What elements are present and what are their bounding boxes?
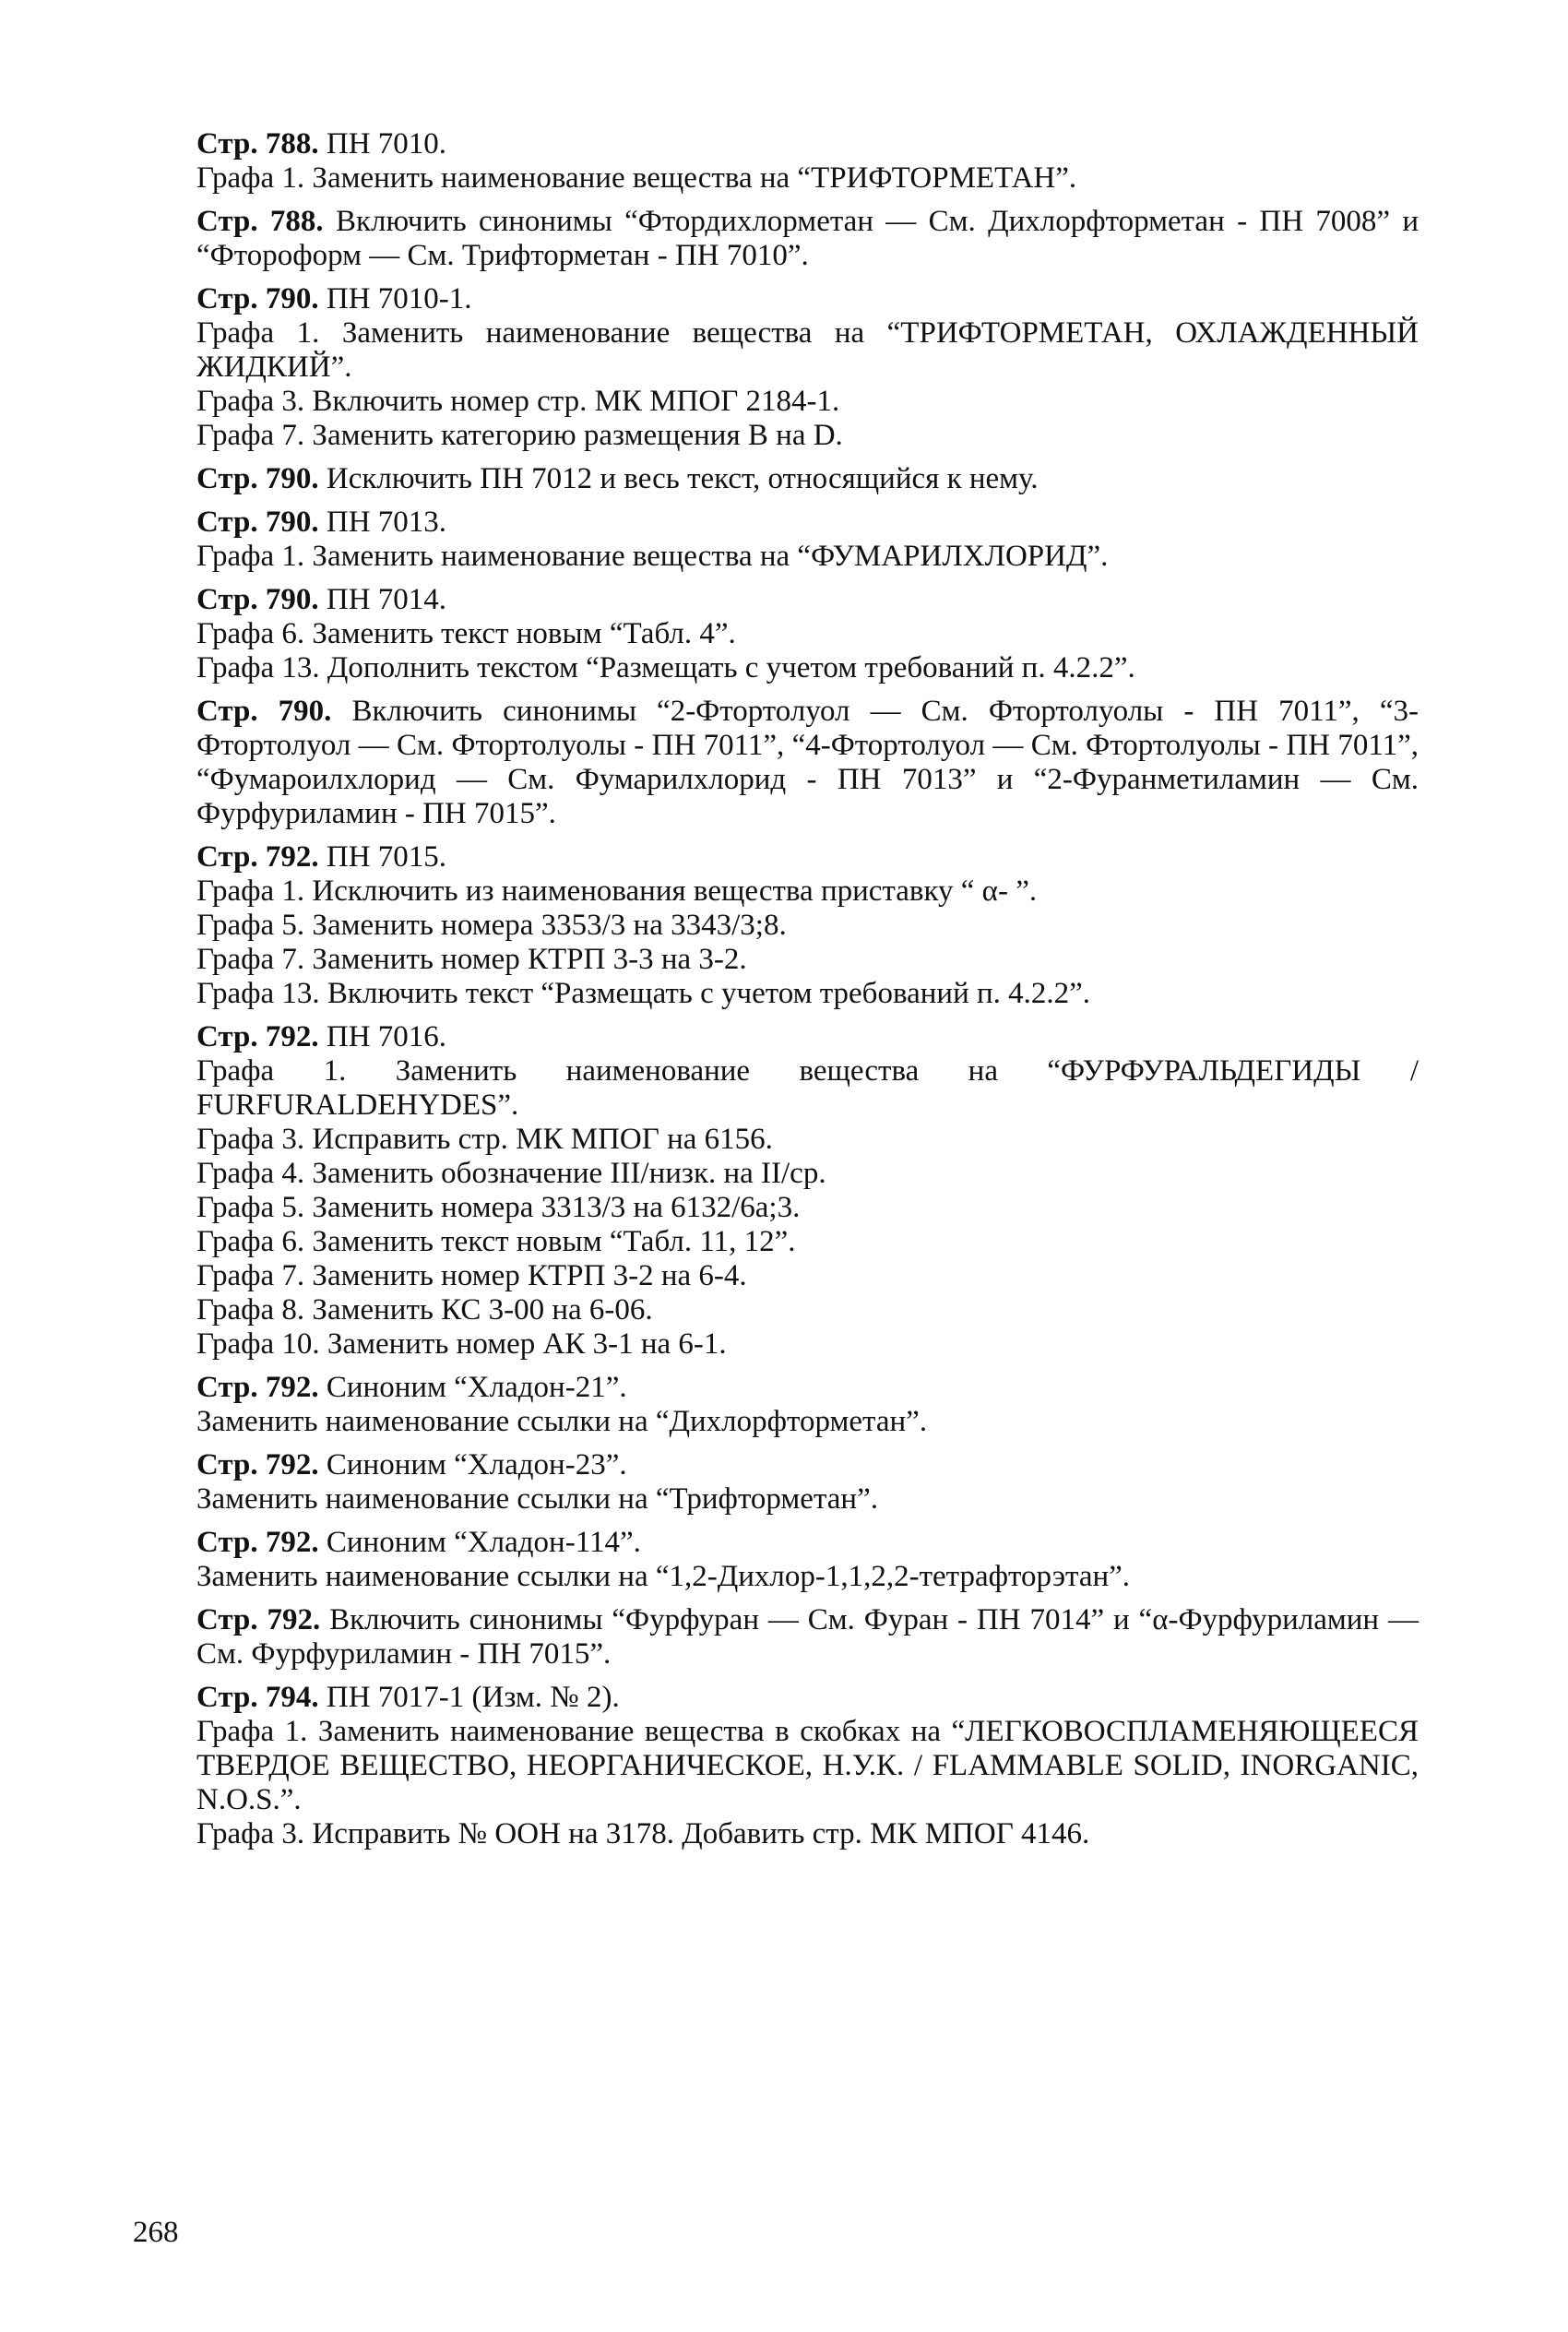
page-reference: Стр. 790.: [196, 695, 332, 728]
entry-heading: [196, 462, 1419, 496]
amendment-line: Графа 1. Исключить из наименования вещества приставку “ α- ”.: [196, 874, 1038, 908]
entry-heading-text: ПН 7017-1 (Изм. № 2).: [318, 1681, 620, 1714]
page-reference: Стр. 790.: [196, 462, 319, 495]
amendment-entry: [196, 1371, 1419, 1439]
amendment-line: Графа 1. Заменить наименование вещества на “ФУРФУРАЛЬДЕГИДЫ / FURFURALDEHYDES”.: [196, 1054, 1419, 1122]
entry-heading-text: ПН 7010.: [318, 127, 447, 161]
amendment-entry: [196, 1681, 1419, 1851]
entry-heading-text: Включить синонимы “2-Фтортолуол — См. Фтортолуолы - ПН 7011”, “3-Фтортолуол — См. Фтортолуолы - ПН 7011”, “4-Фтортолуол — См. Фтортолуолы - ПН 7011”, “Фумароилхлорид — См. Фумарилхлорид - ПН 7013” и “2-Фуранметиламин — См. Фурфуриламин - ПН 7015”.: [196, 695, 1419, 830]
amendment-line: Графа 1. Заменить наименование вещества в скобках на “ЛЕГКОВОСПЛАМЕНЯЮЩЕЕСЯ ТВЕРДОЕ ВЕЩЕСТВО, НЕОРГАНИЧЕСКОЕ, Н.У.К. / FLAMMABLE SOLID, INORGANIC, N.O.S.”.: [196, 1715, 1419, 1816]
amendment-line: Графа 6. Заменить текст новым “Табл. 11, 12”.: [196, 1225, 796, 1258]
entry-heading: [196, 1371, 1419, 1405]
entry-heading-text: ПН 7014.: [318, 583, 447, 616]
amendment-line: Графа 3. Исправить № ООН на 3178. Добавить стр. МК МПОГ 4146.: [196, 1817, 1090, 1850]
page-reference: Стр. 792.: [196, 1603, 321, 1636]
amendment-entry: [196, 840, 1419, 1011]
page-reference: Стр. 792.: [196, 1448, 319, 1481]
entry-heading-text: Исключить ПН 7012 и весь текст, относящийся к нему.: [318, 462, 1039, 495]
amendment-entry: [196, 282, 1419, 453]
amendment-line: Графа 10. Заменить номер АК 3-1 на 6-1.: [196, 1327, 727, 1361]
entry-heading-text: ПН 7010-1.: [318, 282, 472, 315]
amendment-line: Графа 8. Заменить КС 3-00 на 6-06.: [196, 1293, 653, 1327]
entry-heading-text: Включить синонимы “Фурфуран — См. Фуран - ПН 7014” и “α-Фурфуриламин — См. Фурфуриламин - ПН 7015”.: [196, 1603, 1419, 1671]
amendment-entry: [196, 127, 1419, 196]
page-reference: Стр. 790.: [196, 506, 319, 539]
page-reference: Стр. 788.: [196, 127, 319, 161]
entry-heading: [196, 1603, 1419, 1672]
amendment-entry: [196, 1448, 1419, 1517]
amendment-line: Графа 4. Заменить обозначение III/низк. на II/ср.: [196, 1157, 826, 1190]
amendment-line: Заменить наименование ссылки на “Трифторметан”.: [196, 1482, 878, 1516]
page-reference: Стр. 790.: [196, 282, 319, 315]
amendment-entry: [196, 506, 1419, 574]
amendment-entry: [196, 462, 1419, 496]
entry-heading: [196, 282, 1419, 316]
page-reference: Стр. 792.: [196, 1020, 319, 1053]
amendment-line: Графа 1. Заменить наименование вещества на “ТРИФТОРМЕТАН”.: [196, 161, 1077, 195]
entry-heading-text: Синоним “Хладон-21”.: [318, 1371, 627, 1404]
amendment-line: Графа 13. Включить текст “Размещать с учетом требований п. 4.2.2”.: [196, 977, 1091, 1010]
entry-heading: [196, 506, 1419, 540]
document-body: [196, 127, 1419, 1861]
entry-heading: [196, 1020, 1419, 1054]
amendment-line: Графа 5. Заменить номера 3313/3 на 6132/6а;3.: [196, 1191, 801, 1224]
amendment-line: Графа 1. Заменить наименование вещества на “ТРИФТОРМЕТАН, ОХЛАЖДЕННЫЙ ЖИДКИЙ”.: [196, 316, 1419, 384]
page-reference: Стр. 792.: [196, 1526, 319, 1559]
amendment-line: Графа 7. Заменить номер КТРП 3-2 на 6-4.: [196, 1259, 747, 1292]
entry-heading-text: ПН 7015.: [318, 840, 447, 874]
page-reference: Стр. 792.: [196, 840, 319, 874]
amendment-line: Графа 13. Дополнить текстом “Размещать с учетом требований п. 4.2.2”.: [196, 651, 1135, 684]
entry-heading: [196, 1526, 1419, 1560]
entry-heading: [196, 840, 1419, 874]
amendment-entry: [196, 205, 1419, 273]
entry-heading-text: ПН 7013.: [318, 506, 447, 539]
amendment-line: Графа 7. Заменить номер КТРП 3-3 на 3-2.: [196, 943, 747, 976]
page-reference: Стр. 788.: [196, 205, 324, 238]
page-reference: Стр. 792.: [196, 1371, 319, 1404]
page-number: 268: [133, 2216, 179, 2249]
page-reference: Стр. 794.: [196, 1681, 319, 1714]
entry-heading: [196, 695, 1419, 831]
entry-heading: [196, 205, 1419, 273]
amendment-line: Графа 6. Заменить текст новым “Табл. 4”.: [196, 617, 736, 650]
amendment-line: Графа 3. Включить номер стр. МК МПОГ 2184-1.: [196, 385, 840, 418]
amendment-line: Графа 1. Заменить наименование вещества на “ФУМАРИЛХЛОРИД”.: [196, 540, 1109, 573]
entry-heading-text: ПН 7016.: [318, 1020, 447, 1053]
amendment-entry: [196, 583, 1419, 685]
amendment-entry: [196, 1020, 1419, 1362]
entry-heading: [196, 1681, 1419, 1715]
entry-heading-text: Синоним “Хладон-23”.: [318, 1448, 627, 1481]
entry-heading: [196, 583, 1419, 617]
page-reference: Стр. 790.: [196, 583, 319, 616]
entry-heading-text: Включить синонимы “Фтордихлорметан — См. Дихлорфторметан - ПН 7008” и “Фтороформ — См. Трифторметан - ПН 7010”.: [196, 205, 1419, 272]
amendment-line: Графа 5. Заменить номера 3353/3 на 3343/3;8.: [196, 909, 787, 942]
amendment-line: Заменить наименование ссылки на “1,2-Дихлор-1,1,2,2-тетрафторэтан”.: [196, 1560, 1131, 1593]
amendment-line: Графа 3. Исправить стр. МК МПОГ на 6156.: [196, 1123, 773, 1156]
amendment-line: Графа 7. Заменить категорию размещения B на D.: [196, 419, 843, 452]
entry-heading: [196, 1448, 1419, 1482]
amendment-entry: [196, 695, 1419, 831]
amendment-entry: [196, 1603, 1419, 1672]
entry-heading: [196, 127, 1419, 161]
entry-heading-text: Синоним “Хладон-114”.: [318, 1526, 641, 1559]
amendment-line: Заменить наименование ссылки на “Дихлорфторметан”.: [196, 1405, 928, 1438]
amendment-entry: [196, 1526, 1419, 1594]
